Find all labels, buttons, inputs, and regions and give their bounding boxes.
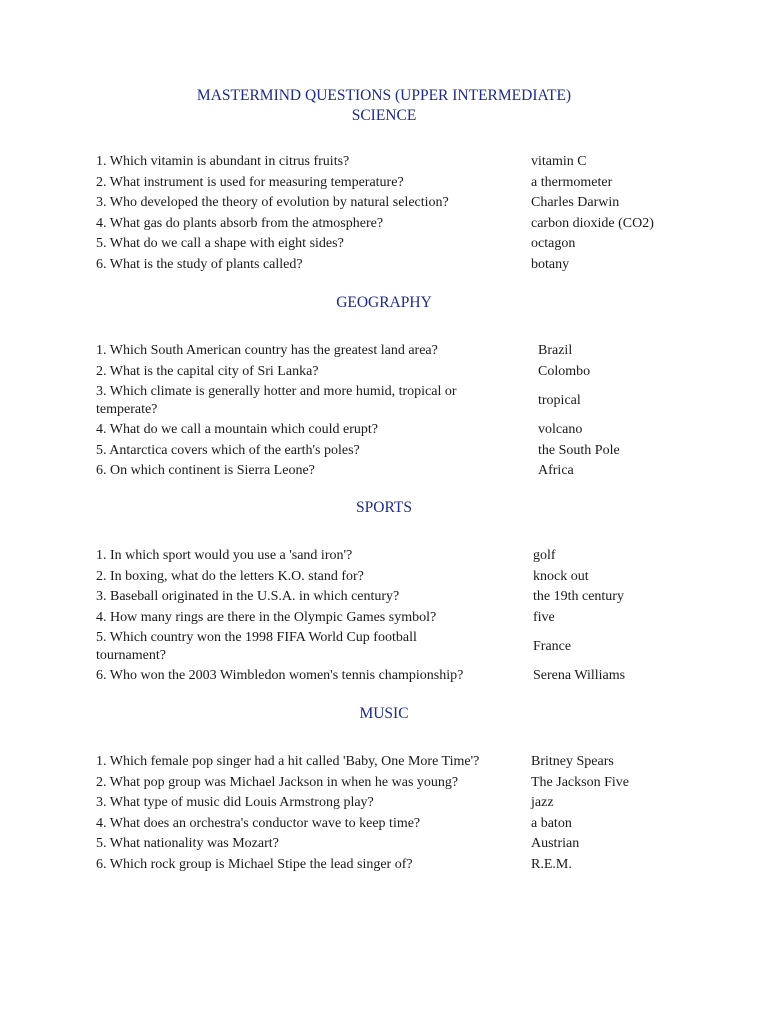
answer-text: Colombo (538, 363, 591, 379)
question-text: 1. Which vitamin is abundant in citrus fruits? (96, 154, 350, 169)
answer-text: Charles Darwin (531, 195, 620, 210)
qa-row (96, 341, 696, 362)
answer-text: volcano (538, 422, 583, 437)
qa-row (96, 752, 696, 773)
question-text: 3. Which climate is generally hotter and more humid, tropical or temperate? (96, 384, 457, 417)
qa-row (96, 255, 696, 276)
qa-row (96, 814, 696, 835)
answer-text: the 19th century (533, 589, 624, 604)
question-text: 5. Antarctica covers which of the earth's poles? (96, 442, 360, 458)
qa-row (96, 383, 696, 419)
qa-row (96, 214, 696, 235)
qa-row (96, 420, 696, 441)
question-text: 2. In boxing, what do the letters K.O. stand for? (96, 568, 364, 584)
sports-question-list (96, 546, 696, 687)
answer-text: tropical (538, 392, 581, 408)
qa-row (96, 834, 696, 855)
section-heading-geography: GEOGRAPHY (336, 294, 432, 311)
question-text: 3. Who developed the theory of evolution by natural selection? (96, 195, 449, 210)
section-heading-music: MUSIC (359, 705, 409, 722)
question-text: 4. How many rings are there in the Olympic Games symbol? (96, 609, 437, 625)
qa-row (96, 461, 696, 482)
qa-row (96, 855, 696, 876)
qa-row (96, 773, 696, 794)
answer-text: carbon dioxide (CO2) (531, 215, 654, 231)
question-text: 5. What do we call a shape with eight sides? (96, 236, 344, 251)
question-text: 3. What type of music did Louis Armstrong play? (96, 795, 374, 810)
question-text: 1. Which female pop singer had a hit called 'Baby, One More Time'? (96, 754, 480, 769)
question-text: 4. What do we call a mountain which could erupt? (96, 422, 378, 437)
question-text: 5. Which country won the 1998 FIFA World Cup football tournament? (96, 630, 417, 663)
question-text: 1. Which South American country has the greatest land area? (96, 343, 438, 358)
qa-row (96, 629, 696, 665)
answer-text: golf (533, 548, 556, 563)
answer-text: the South Pole (538, 442, 620, 458)
qa-row (96, 152, 696, 173)
question-text: 2. What instrument is used for measuring temperature? (96, 174, 404, 190)
qa-row (96, 793, 696, 814)
question-text: 5. What nationality was Mozart? (96, 836, 279, 851)
answer-text: botany (531, 256, 570, 272)
answer-text: vitamin C (531, 154, 587, 169)
geography-question-list (96, 341, 696, 482)
answer-text: Brazil (538, 343, 573, 358)
qa-row (96, 666, 696, 687)
question-text: 2. What is the capital city of Sri Lanka? (96, 363, 319, 379)
question-text: 4. What does an orchestra's conductor wave to keep time? (96, 815, 421, 831)
qa-row (96, 587, 696, 608)
question-text: 2. What pop group was Michael Jackson in when he was young? (96, 774, 459, 790)
qa-row (96, 173, 696, 194)
answer-text: The Jackson Five (531, 774, 629, 790)
answer-text: a thermometer (531, 174, 613, 190)
question-text: 6. On which continent is Sierra Leone? (96, 463, 315, 478)
qa-row (96, 608, 696, 629)
answer-text: a baton (531, 815, 572, 831)
answer-text: octagon (531, 236, 576, 251)
qa-row (96, 362, 696, 383)
science-question-list (96, 152, 696, 275)
answer-text: knock out (533, 568, 589, 584)
answer-text: France (533, 638, 572, 654)
question-text: 6. What is the study of plants called? (96, 256, 303, 272)
qa-row (96, 234, 696, 255)
question-text: 4. What gas do plants absorb from the atmosphere? (96, 215, 384, 231)
section-heading-science: SCIENCE (351, 107, 417, 124)
answer-text: jazz (531, 795, 554, 810)
answer-text: Africa (538, 463, 574, 478)
qa-row (96, 546, 696, 567)
page-title: MASTERMIND QUESTIONS (UPPER INTERMEDIATE) (196, 87, 572, 104)
music-question-list (96, 752, 696, 875)
answer-text: Britney Spears (531, 754, 614, 769)
answer-text: Serena Williams (533, 668, 626, 683)
qa-row (96, 193, 696, 214)
answer-text: R.E.M. (531, 856, 572, 872)
question-text: 1. In which sport would you use a 'sand iron'? (96, 548, 353, 563)
question-text: 6. Which rock group is Michael Stipe the lead singer of? (96, 856, 413, 872)
qa-row (96, 567, 696, 588)
section-heading-sports: SPORTS (356, 499, 412, 516)
question-text: 6. Who won the 2003 Wimbledon women's tennis championship? (96, 668, 464, 683)
qa-row (96, 441, 696, 462)
answer-text: Austrian (531, 836, 580, 851)
question-text: 3. Baseball originated in the U.S.A. in which century? (96, 589, 400, 604)
answer-text: five (533, 609, 555, 625)
